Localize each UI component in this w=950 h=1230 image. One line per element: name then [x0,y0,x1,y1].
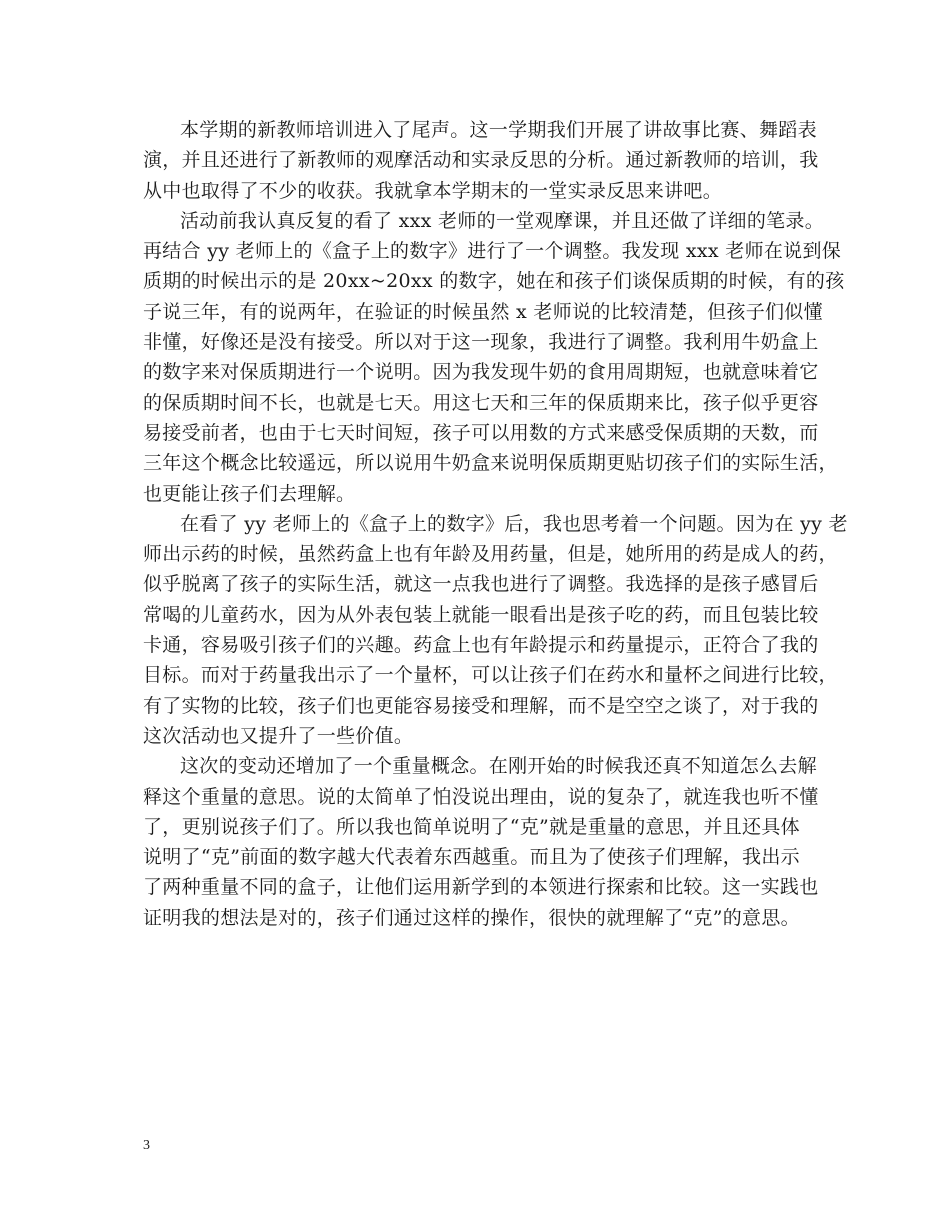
text-line: 演，并且还进行了新教师的观摩活动和实录反思的分析。通过新教师的培训，我 [143,149,819,172]
text-line: 易接受前者，也由于七天时间短，孩子可以用数的方式来感受保质期的天数，而 [143,421,819,444]
paragraph-3 [143,509,848,751]
text-line: 这次活动也又提升了一些价值。 [143,724,414,747]
text-line: 说明了“克”前面的数字越大代表着东西越重。而且为了使孩子们理解，我出示 [143,846,800,869]
text-line: 再结合 yy 老师上的《盒子上的数字》进行了一个调整。我发现 xxx 老师在说到保 [143,240,842,263]
text-line: 证明我的想法是对的，孩子们通过这样的操作，很快的就理解了“克”的意思。 [143,906,800,929]
text-line: 的保质期时间不长，也就是七天。用这七天和三年的保质期来比，孩子似乎更容 [143,391,819,414]
text-line: 子说三年，有的说两年，在验证的时候虽然 x 老师说的比较清楚，但孩子们似懂 [143,300,823,323]
text-line: 也更能让孩子们去理解。 [143,482,356,505]
paragraph-4 [143,751,823,933]
text-line: 从中也取得了不少的收获。我就拿本学期末的一堂实录反思来讲吧。 [143,179,723,202]
text-line: 师出示药的时候，虽然药盒上也有年龄及用药量，但是，她所用的药是成人的药， [143,543,838,566]
text-line: 释这个重量的意思。说的太简单了怕没说出理由，说的复杂了，就连我也听不懂 [143,785,819,808]
text-line: 活动前我认真反复的看了 xxx 老师的一堂观摩课，并且还做了详细的笔录。 [180,209,825,232]
text-line: 质期的时候出示的是 20xx~20xx 的数字，她在和孩子们谈保质期的时候，有的孩 [143,270,845,293]
page-number: 3 [143,1138,150,1153]
text-line: 非懂，好像还是没有接受。所以对于这一现象，我进行了调整。我利用牛奶盒上 [143,331,819,354]
paragraph-2 [143,206,845,509]
text-line: 有了实物的比较，孩子们也更能容易接受和理解，而不是空空之谈了，对于我的 [143,694,819,717]
text-line: 目标。而对于药量我出示了一个量杯，可以让孩子们在药水和量杯之间进行比较， [143,664,838,687]
text-line: 似乎脱离了孩子的实际生活，就这一点我也进行了调整。我选择的是孩子感冒后 [143,573,819,596]
text-line: 在看了 yy 老师上的《盒子上的数字》后，我也思考着一个问题。因为在 yy 老 [180,512,848,535]
text-line: 这次的变动还增加了一个重量概念。在刚开始的时候我还真不知道怎么去解 [180,755,817,778]
text-line: 卡通，容易吸引孩子们的兴趣。药盒上也有年龄提示和药量提示，正符合了我的 [143,634,819,657]
text-line: 本学期的新教师培训进入了尾声。这一学期我们开展了讲故事比赛、舞蹈表 [180,119,817,141]
text-line: 了两种重量不同的盒子，让他们运用新学到的本领进行探索和比较。这一实践也 [143,876,819,899]
document-body [143,115,848,933]
text-line: 常喝的儿童药水，因为从外表包装上就能一眼看出是孩子吃的药，而且包装比较 [143,603,819,626]
text-line: 的数字来对保质期进行一个说明。因为我发现牛奶的食用周期短，也就意味着它 [143,361,819,384]
paragraph-1 [143,115,823,206]
text-line: 三年这个概念比较遥远，所以说用牛奶盒来说明保质期更贴切孩子们的实际生活， [143,452,838,475]
text-line: 了，更别说孩子们了。所以我也简单说明了“克”就是重量的意思，并且还具体 [143,815,800,838]
